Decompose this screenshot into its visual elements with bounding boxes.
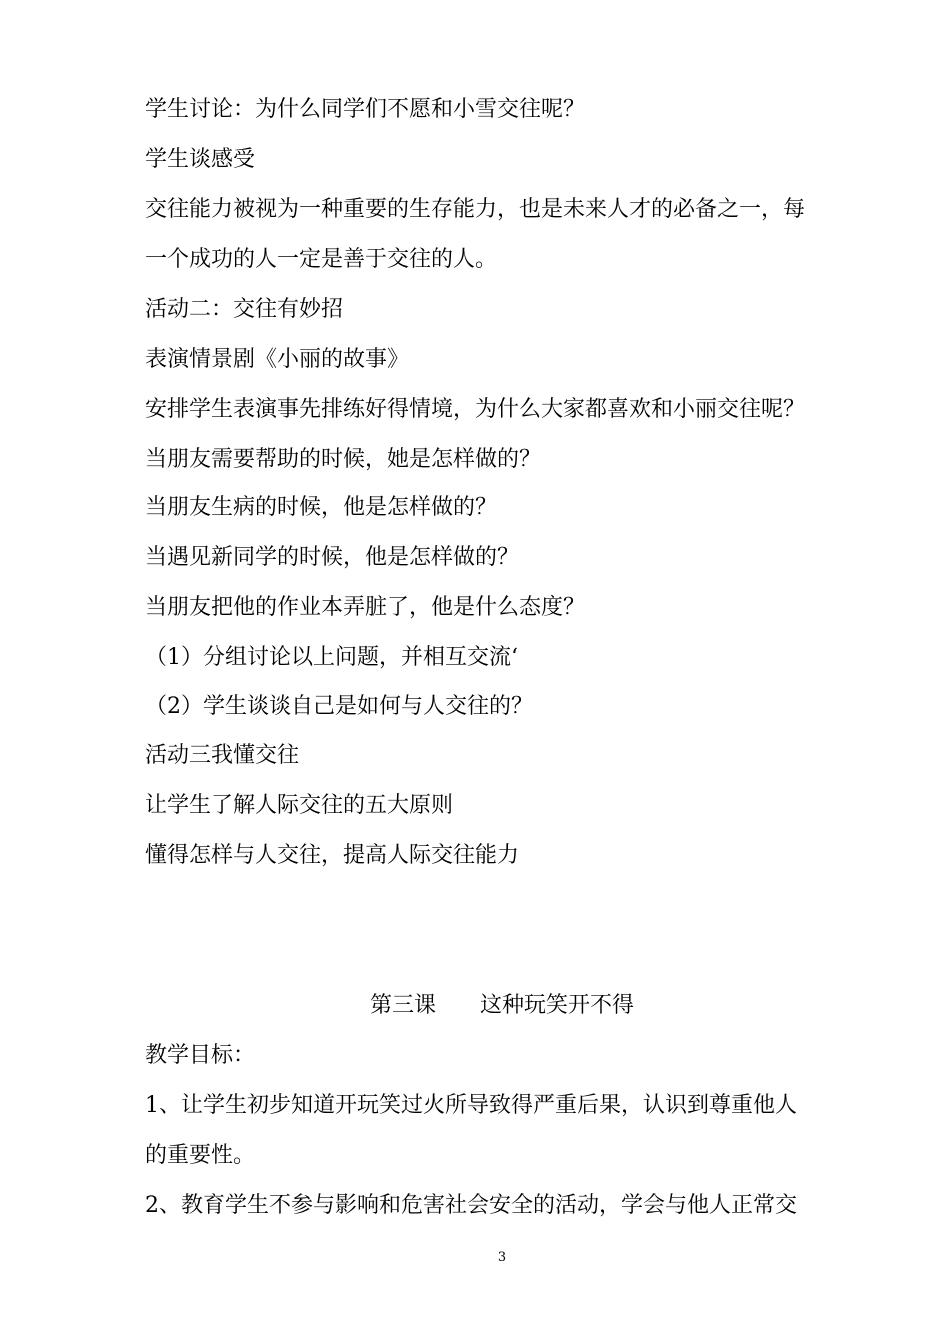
text-line: （1）分组讨论以上问题，并相互交流‘	[145, 645, 518, 670]
text-line: 交往能力被视为一种重要的生存能力，也是未来人才的必备之一，每	[145, 197, 806, 222]
text-line: 1、让学生初步知道开玩笑过火所导致得严重后果，认识到尊重他人	[145, 1093, 797, 1118]
text-line: （2）学生谈谈自己是如何与人交往的？	[145, 694, 533, 719]
text-line: 一个成功的人一定是善于交往的人。	[145, 247, 498, 272]
text-line: 当朋友需要帮助的时候，她是怎样做的？	[145, 447, 542, 472]
text-line: 教学目标：	[145, 1043, 256, 1068]
text-line: 懂得怎样与人交往，提高人际交往能力	[145, 843, 520, 868]
text-line: 让学生了解人际交往的五大原则	[145, 793, 454, 818]
text-line: 活动二：交往有妙招	[145, 297, 344, 322]
text-line: 表演情景剧《小丽的故事》	[145, 347, 410, 372]
lesson-title: 第三课 这种玩笑开不得	[369, 993, 634, 1018]
text-line: 当朋友把他的作业本弄脏了，他是什么态度？	[145, 595, 586, 620]
text-line: 的重要性。	[145, 1143, 256, 1168]
text-line: 当遇见新同学的时候，他是怎样做的？	[145, 545, 520, 570]
text-line: 当朋友生病的时候，他是怎样做的？	[145, 495, 498, 520]
text-line: 安排学生表演事先排练好得情境，为什么大家都喜欢和小丽交往呢？	[145, 397, 806, 422]
text-line: 活动三我懂交往	[145, 743, 300, 768]
page-number: 3	[497, 1250, 507, 1265]
text-line: 2、教育学生不参与影响和危害社会安全的活动，学会与他人正常交	[145, 1193, 797, 1218]
text-line: 学生讨论：为什么同学们不愿和小雪交往呢？	[145, 97, 586, 122]
text-line: 学生谈感受	[145, 147, 256, 172]
